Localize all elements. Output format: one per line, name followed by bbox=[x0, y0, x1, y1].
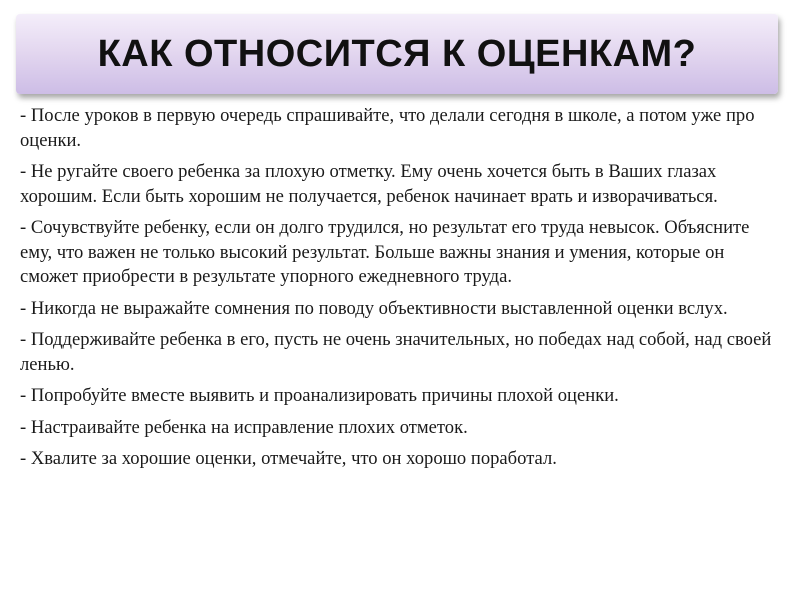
title-banner bbox=[16, 14, 778, 94]
paragraph-8: - Хвалите за хорошие оценки, отмечайте, что он хорошо поработал. bbox=[20, 448, 557, 469]
paragraph-1: - После уроков в первую очередь спрашивайте, что делали сегодня в школе, а потом уже про оценки. bbox=[20, 105, 755, 151]
paragraph-5: - Поддерживайте ребенка в его, пусть не очень значительных, но победах над собой, над своей ленью. bbox=[20, 329, 772, 375]
slide-body bbox=[20, 104, 780, 479]
paragraph-4: - Никогда не выражайте сомнения по поводу объективности выставленной оценки вслух. bbox=[20, 297, 728, 319]
slide-title: КАК ОТНОСИТСЯ К ОЦЕНКАМ? bbox=[97, 32, 697, 75]
paragraph-7: - Настраивайте ребенка на исправление плохих отметок. bbox=[20, 416, 468, 438]
paragraph-6: - Попробуйте вместе выявить и проанализировать причины плохой оценки. bbox=[20, 385, 619, 406]
paragraph-2: - Не ругайте своего ребенка за плохую отметку. Ему очень хочется быть в Ваших глазах хорошим. Если быть хорошим не получается, ребенок начинает врать и изворачиваться. bbox=[20, 161, 718, 207]
paragraph-3: - Сочувствуйте ребенку, если он долго трудился, но результат его труда невысок. Объясните ему, что важен не только высокий результат. Больше важны знания и умения, которые он сможет приобрести в результате упорного ежедневного труда. bbox=[20, 217, 750, 287]
